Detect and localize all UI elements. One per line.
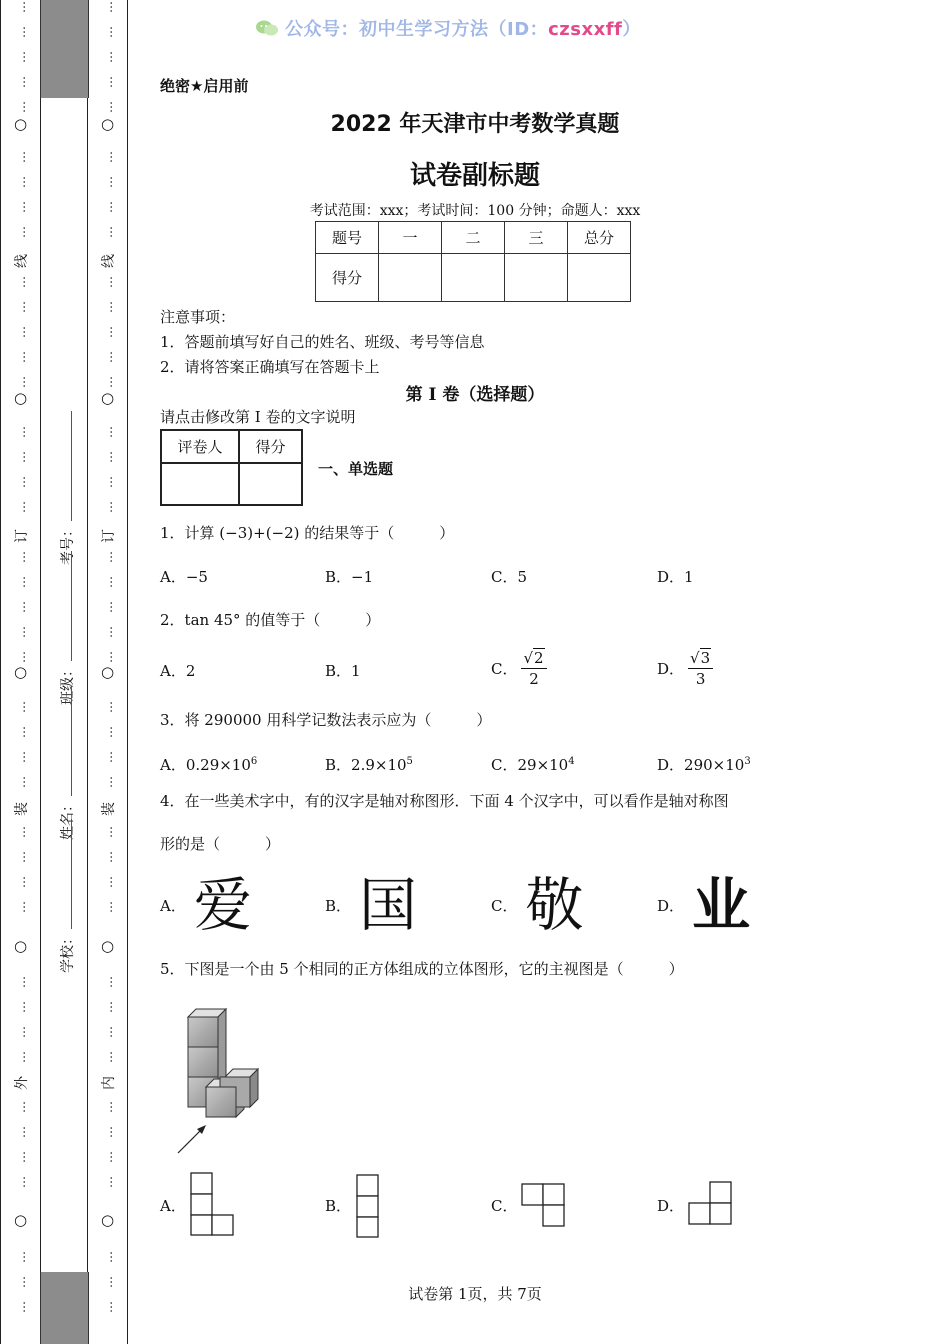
- dot-mark: …: [101, 26, 115, 38]
- dot-mark: …: [101, 576, 115, 588]
- fraction: $\frac{√2}{2}$: [521, 648, 546, 689]
- binding-circle: ○: [14, 1211, 28, 1229]
- dot-mark: …: [14, 1101, 28, 1113]
- dot-mark: …: [101, 376, 115, 388]
- dot-mark: …: [101, 726, 115, 738]
- score-cell[interactable]: [505, 254, 568, 302]
- grader-header: 得分: [239, 430, 302, 463]
- score-header: 题号: [316, 222, 379, 254]
- dot-mark: …: [14, 351, 28, 363]
- dot-mark: …: [101, 1, 115, 13]
- binding-circle: ○: [101, 1211, 115, 1229]
- header-banner: [255, 15, 641, 41]
- q5-option-a-shape[interactable]: [190, 1172, 234, 1236]
- dot-mark: …: [14, 201, 28, 213]
- dot-mark: …: [101, 1301, 115, 1313]
- dot-mark: …: [14, 301, 28, 313]
- q5-option-a-label[interactable]: A．: [160, 1197, 186, 1215]
- notes-heading: 注意事项：: [160, 308, 236, 326]
- q1-option-c[interactable]: C．5: [491, 568, 528, 586]
- binding-circle: ○: [14, 937, 28, 955]
- dot-mark: …: [14, 1126, 28, 1138]
- dot-mark: …: [14, 651, 28, 663]
- cube-stack-figure: [170, 1005, 270, 1160]
- question-2-stem: 2．tan 45° 的值等于（ ）: [160, 611, 381, 629]
- dot-mark: …: [101, 301, 115, 313]
- q4-option-c[interactable]: C． 敬: [491, 871, 584, 939]
- binding-char: 线: [101, 254, 117, 268]
- q2-option-a[interactable]: A．2: [160, 662, 196, 680]
- dot-mark: …: [101, 551, 115, 563]
- dot-mark: …: [101, 976, 115, 988]
- dot-mark: …: [101, 751, 115, 763]
- binding-circle: ○: [14, 115, 28, 133]
- dot-mark: …: [14, 376, 28, 388]
- dot-mark: …: [101, 701, 115, 713]
- binding-circle: ○: [101, 663, 115, 681]
- grader-table: [160, 429, 303, 506]
- q5-option-b-shape[interactable]: [356, 1174, 380, 1238]
- q4-option-a[interactable]: A． 爱: [160, 871, 252, 939]
- dot-mark: …: [14, 626, 28, 638]
- score-cell[interactable]: [379, 254, 442, 302]
- q5-option-d-shape[interactable]: [688, 1181, 732, 1225]
- q5-option-c-shape[interactable]: [521, 1183, 565, 1227]
- dot-mark: …: [14, 51, 28, 63]
- grader-cell[interactable]: [239, 463, 302, 505]
- q2-option-b[interactable]: B．1: [325, 662, 361, 680]
- banner-suffix: ）: [622, 19, 641, 40]
- binding-char: 外: [14, 1076, 30, 1090]
- exam-meta: 考试范围：xxx；考试时间：100 分钟；命题人：xxx: [309, 203, 641, 219]
- dot-mark: …: [14, 901, 28, 913]
- question-3-stem: 3．将 290000 用科学记数法表示应为（ ）: [160, 711, 492, 729]
- dot-mark: …: [101, 626, 115, 638]
- note-item: 2．请将答案正确填写在答题卡上: [160, 358, 380, 376]
- dot-mark: …: [14, 1276, 28, 1288]
- dot-mark: …: [14, 476, 28, 488]
- question-1-stem: 1．计算 (−3)+(−2) 的结果等于（ ）: [160, 524, 455, 542]
- class-field: 班级：: [57, 595, 77, 705]
- school-field: 学校：: [57, 863, 77, 973]
- dot-mark: …: [101, 901, 115, 913]
- section-title: 第 I 卷（选择题）: [405, 385, 545, 405]
- dot-mark: …: [14, 1026, 28, 1038]
- note-item: 1．答题前填写好自己的姓名、班级、考号等信息: [160, 333, 485, 351]
- dot-mark: …: [14, 326, 28, 338]
- name-field: 姓名：: [57, 730, 77, 840]
- binding-char: 装: [101, 802, 117, 816]
- dot-mark: …: [14, 1001, 28, 1013]
- dot-mark: …: [14, 276, 28, 288]
- dot-mark: …: [14, 601, 28, 613]
- binding-circle: ○: [14, 389, 28, 407]
- dot-mark: …: [101, 326, 115, 338]
- dot-mark: …: [101, 876, 115, 888]
- dot-mark: …: [101, 76, 115, 88]
- dot-mark: …: [14, 1, 28, 13]
- binding-circle: ○: [101, 389, 115, 407]
- q3-option-d[interactable]: D．$290\times 10^3$: [657, 756, 751, 774]
- score-table: [315, 221, 631, 302]
- binding-circle: ○: [101, 937, 115, 955]
- dot-mark: …: [14, 1151, 28, 1163]
- dot-mark: …: [14, 176, 28, 188]
- q3-option-a[interactable]: A．$0.29\times 10^6$: [160, 756, 258, 774]
- section-instruction: 请点击修改第 I 卷的文字说明: [160, 408, 356, 426]
- dot-mark: …: [14, 701, 28, 713]
- wechat-icon: [255, 19, 279, 37]
- dot-mark: …: [14, 851, 28, 863]
- binding-char: 装: [14, 802, 30, 816]
- dot-mark: …: [101, 851, 115, 863]
- q2-option-d[interactable]: D． $\frac{√3}{3}$: [657, 648, 713, 689]
- dot-mark: …: [14, 1176, 28, 1188]
- dot-mark: …: [14, 876, 28, 888]
- dot-mark: …: [101, 276, 115, 288]
- q3-option-b[interactable]: B．$2.9\times 10^5$: [325, 756, 413, 774]
- dot-mark: …: [101, 1176, 115, 1188]
- q1-option-b[interactable]: B．−1: [325, 568, 374, 586]
- dot-mark: …: [101, 601, 115, 613]
- q1-option-d[interactable]: D．1: [657, 568, 694, 586]
- margin-gray-strip-top: [40, 0, 89, 98]
- q5-option-c-label[interactable]: C．: [491, 1197, 518, 1215]
- score-header: 一: [379, 222, 442, 254]
- dot-mark: …: [101, 151, 115, 163]
- dot-mark: …: [14, 76, 28, 88]
- dot-mark: …: [101, 651, 115, 663]
- dot-mark: …: [14, 1301, 28, 1313]
- dot-mark: …: [14, 576, 28, 588]
- score-header: 二: [442, 222, 505, 254]
- dot-mark: …: [101, 776, 115, 788]
- exam-title: 2022 年天津市中考数学真题: [330, 112, 620, 137]
- dot-mark: …: [14, 101, 28, 113]
- banner-id: czsxxff: [548, 19, 623, 40]
- dot-mark: …: [14, 776, 28, 788]
- dot-mark: …: [101, 1126, 115, 1138]
- question-4-stem: 4．在一些美术字中，有的汉字是轴对称图形．下面 4 个汉字中，可以看作是轴对称图: [160, 792, 729, 810]
- dot-mark: …: [14, 1251, 28, 1263]
- dot-mark: …: [101, 201, 115, 213]
- dot-mark: …: [101, 1151, 115, 1163]
- q3-option-c[interactable]: C．$29\times 10^4$: [491, 756, 575, 774]
- dot-mark: …: [101, 351, 115, 363]
- q5-option-d-label[interactable]: D．: [657, 1197, 685, 1215]
- score-header: 总分: [568, 222, 631, 254]
- exam-subtitle: 试卷副标题: [409, 161, 540, 191]
- dot-mark: …: [14, 226, 28, 238]
- grader-cell[interactable]: [161, 463, 239, 505]
- dot-mark: …: [14, 151, 28, 163]
- dot-mark: …: [101, 426, 115, 438]
- dot-mark: …: [101, 51, 115, 63]
- dot-mark: …: [14, 751, 28, 763]
- dot-mark: …: [101, 226, 115, 238]
- dot-mark: …: [101, 1051, 115, 1063]
- dot-mark: …: [14, 501, 28, 513]
- q1-option-a[interactable]: A．−5: [160, 568, 208, 586]
- part-heading: 一、单选题: [318, 460, 394, 478]
- dot-mark: …: [101, 1251, 115, 1263]
- dot-mark: …: [14, 426, 28, 438]
- dot-mark: …: [101, 1276, 115, 1288]
- binding-circle: ○: [101, 115, 115, 133]
- score-cell[interactable]: [568, 254, 631, 302]
- question-4-stem-cont: 形的是（ ）: [160, 835, 281, 853]
- dot-mark: …: [101, 476, 115, 488]
- dot-mark: …: [14, 551, 28, 563]
- dot-mark: …: [101, 501, 115, 513]
- grader-header: 评卷人: [161, 430, 239, 463]
- dot-mark: …: [101, 1026, 115, 1038]
- exam-number-field: 考号：: [57, 455, 77, 565]
- dot-mark: …: [14, 726, 28, 738]
- score-cell[interactable]: [442, 254, 505, 302]
- binding-char: 订: [14, 529, 30, 543]
- dot-mark: …: [14, 26, 28, 38]
- dot-mark: …: [14, 1051, 28, 1063]
- dot-mark: …: [101, 176, 115, 188]
- q4-option-b[interactable]: B． 国: [325, 871, 418, 939]
- dot-mark: …: [14, 451, 28, 463]
- dot-mark: …: [14, 976, 28, 988]
- binding-char: 线: [14, 254, 30, 268]
- confidential-label: 绝密★启用前: [160, 77, 249, 95]
- q5-option-b-label[interactable]: B．: [325, 1197, 352, 1215]
- dot-mark: …: [101, 1001, 115, 1013]
- page-footer: 试卷第 1页，共 7页: [408, 1285, 542, 1303]
- score-row-label: 得分: [316, 254, 379, 302]
- dot-mark: …: [101, 451, 115, 463]
- q4-option-d[interactable]: D． 业: [657, 871, 751, 939]
- dot-mark: …: [101, 1101, 115, 1113]
- binding-char: 订: [101, 529, 117, 543]
- dot-mark: …: [14, 826, 28, 838]
- dot-mark: …: [101, 101, 115, 113]
- q2-option-c[interactable]: C． $\frac{√2}{2}$: [491, 648, 547, 689]
- score-header: 三: [505, 222, 568, 254]
- dot-mark: …: [101, 826, 115, 838]
- banner-text: 公众号：初中生学习方法（ID：: [285, 19, 549, 40]
- fraction: $\frac{√3}{3}$: [688, 648, 713, 689]
- binding-char: 内: [101, 1076, 117, 1090]
- binding-circle: ○: [14, 663, 28, 681]
- question-5-stem: 5．下图是一个由 5 个相同的正方体组成的立体图形，它的主视图是（ ）: [160, 960, 684, 978]
